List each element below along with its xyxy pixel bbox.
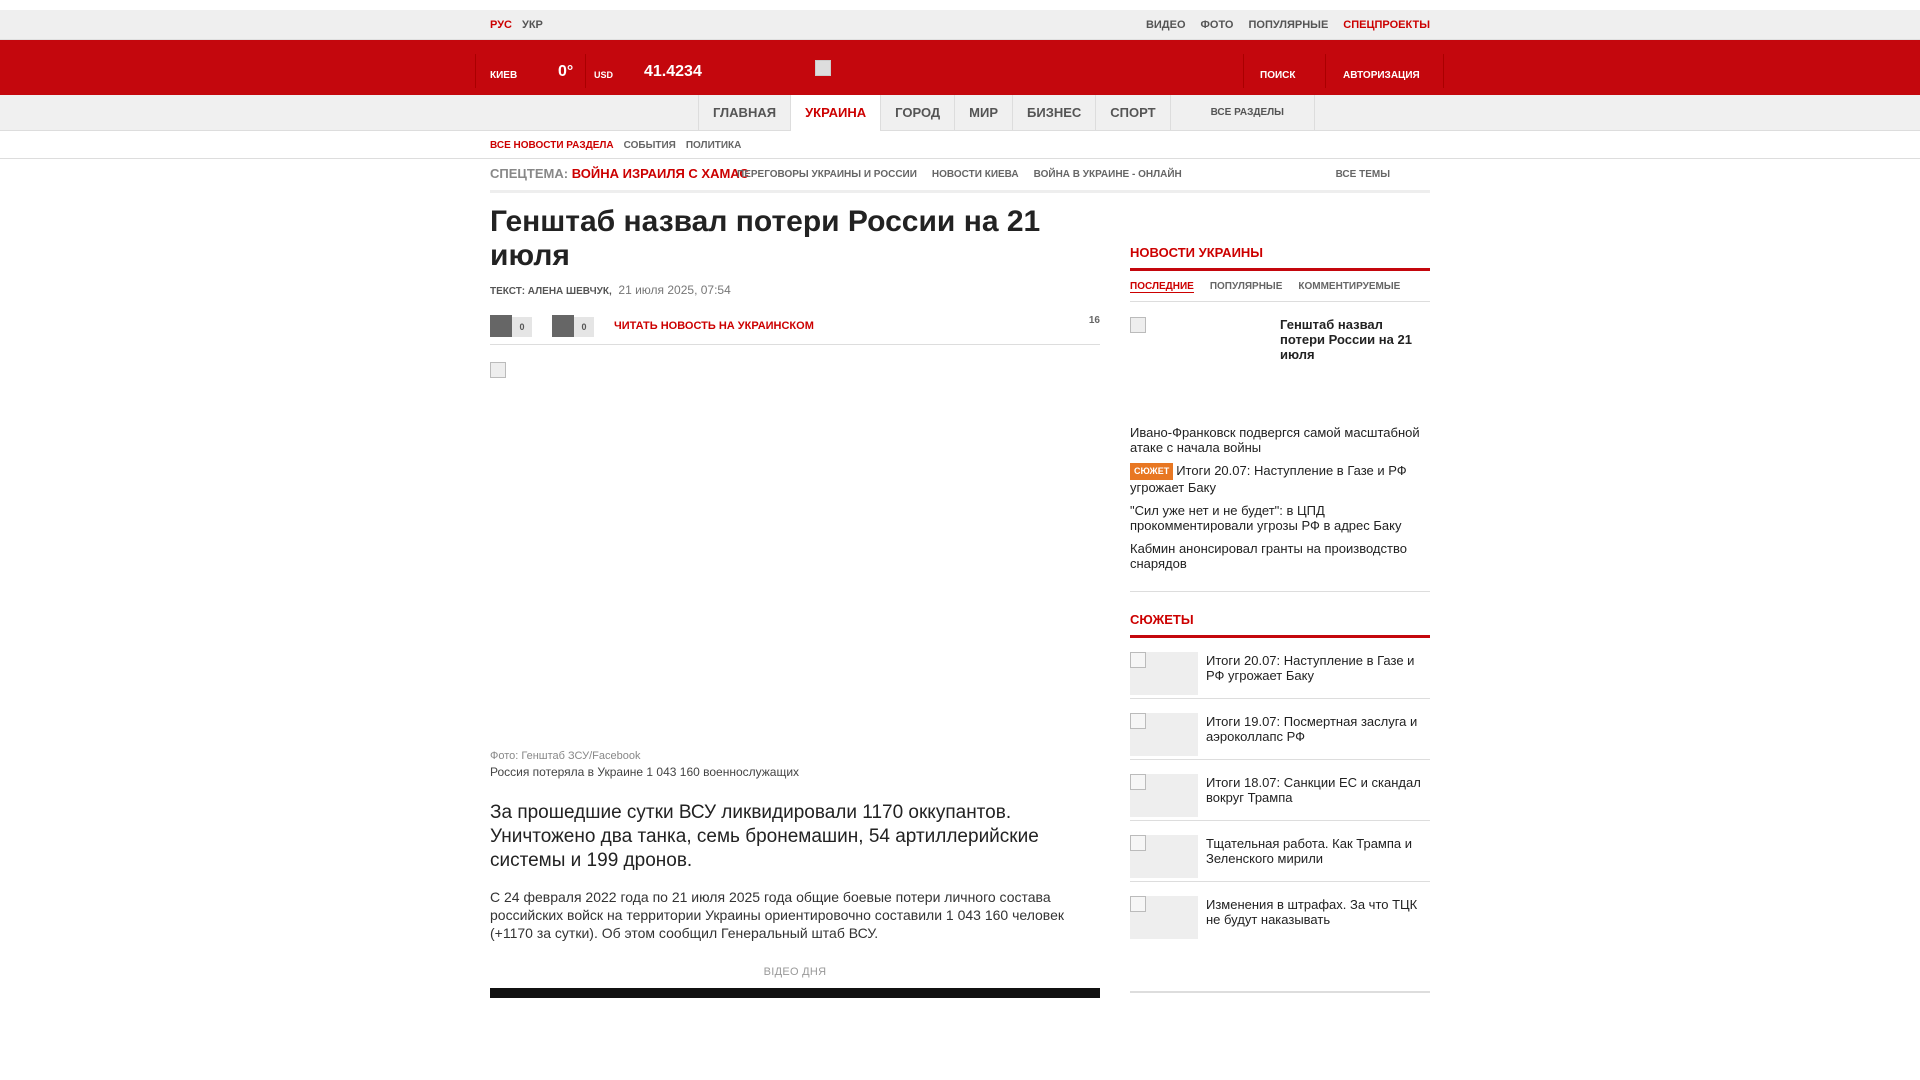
site-header (0, 40, 1920, 95)
topic-negotiations[interactable]: ПЕРЕГОВОРЫ УКРАИНЫ И РОССИИ (737, 169, 917, 180)
lang-ua-link[interactable]: УКР (522, 19, 543, 31)
story-thumbnail[interactable] (1130, 896, 1198, 939)
article-photo (490, 362, 1100, 746)
news-title[interactable]: Ивано-Франковск подвергся самой масштабной атаке с начала войны (1130, 425, 1420, 455)
tab-popular[interactable]: ПОПУЛЯРНЫЕ (1209, 281, 1283, 292)
broken-image-icon (1130, 774, 1146, 790)
header-divider (475, 54, 476, 88)
temperature: 0° (558, 63, 574, 80)
article-date: 21 июля 2025, 07:54 (618, 283, 731, 297)
header-divider (585, 54, 586, 88)
story-title[interactable]: Итоги 18.07: Санкции ЕС и скандал вокруг Трампа (1206, 775, 1421, 805)
views-count: 16 (1088, 315, 1100, 326)
story-title[interactable]: Тщательная работа. Как Трампа и Зеленского мирили (1206, 836, 1413, 866)
photo-link[interactable]: ФОТО (1200, 19, 1234, 31)
special-topic-label (490, 166, 749, 181)
story-thumbnail[interactable] (1130, 835, 1198, 878)
currency-rate: 41.4234 (644, 63, 702, 80)
list-item[interactable] (1130, 463, 1430, 495)
list-item[interactable] (1130, 503, 1430, 533)
article (490, 205, 1100, 998)
photo-caption: Россия потеряла в Украине 1 043 160 военнослужащих (490, 765, 800, 779)
story-title[interactable]: Итоги 20.07: Наступление в Газе и РФ угрожает Баку (1206, 653, 1415, 683)
broken-image-icon (1130, 652, 1146, 668)
divider (1130, 991, 1430, 993)
story-tag[interactable]: СЮЖЕТ (1130, 463, 1173, 480)
list-item[interactable] (1130, 425, 1430, 455)
subnav-events[interactable]: СОБЫТИЯ (623, 140, 676, 151)
read-in-ukrainian-link[interactable]: ЧИТАТЬ НОВОСТЬ НА УКРАИНСКОМ (614, 320, 814, 332)
nav-all-sections[interactable]: ВСЕ РАЗДЕЛЫ (1170, 95, 1315, 131)
site-logo[interactable] (815, 60, 831, 76)
lang-ru-link[interactable]: РУС (490, 19, 512, 31)
currency-label: USD (594, 70, 614, 80)
divider (1130, 591, 1430, 592)
share-count: 0 (574, 317, 594, 337)
nav-sport[interactable]: СПОРТ (1095, 95, 1169, 131)
video-of-day-label: ВІДЕО ДНЯ (763, 966, 827, 978)
special-topic-prefix: СПЕЦТЕМА: (490, 166, 569, 181)
nav-city[interactable]: ГОРОД (880, 95, 954, 131)
sidebar (1130, 245, 1430, 993)
news-heading[interactable]: НОВОСТИ УКРАИНЫ (1130, 245, 1430, 271)
broken-image-icon (1130, 835, 1146, 851)
story-item[interactable] (1130, 699, 1430, 760)
topic-war-online[interactable]: ВОЙНА В УКРАИНЕ - ОНЛАЙН (1033, 169, 1182, 180)
article-author[interactable]: ТЕКСТ: АЛЕНА ШЕВЧУК, (490, 286, 612, 297)
top-news-title[interactable]: Генштаб назвал потери России на 21 июля (1280, 317, 1412, 362)
story-thumbnail[interactable] (1130, 774, 1198, 817)
header-divider (1325, 54, 1326, 88)
photo-credit: Фото: Генштаб ЗСУ/Facebook (490, 750, 641, 762)
nav-ukraine[interactable]: УКРАИНА (790, 95, 880, 131)
tab-commented[interactable]: КОММЕНТИРУЕМЫЕ (1298, 281, 1401, 292)
article-meta (490, 283, 1100, 297)
popular-link[interactable]: ПОПУЛЯРНЫЕ (1248, 19, 1329, 31)
news-title[interactable]: Кабмин анонсировал гранты на производство снарядов (1130, 541, 1407, 571)
telegram-share-icon[interactable] (552, 315, 574, 337)
broken-image-icon (490, 362, 506, 378)
story-thumbnail[interactable] (1130, 652, 1198, 695)
subnav-politics[interactable]: ПОЛИТИКА (685, 140, 742, 151)
city-label[interactable]: КИЕВ (490, 70, 518, 81)
nav-world[interactable]: МИР (954, 95, 1012, 131)
video-link[interactable]: ВИДЕО (1145, 19, 1186, 31)
story-title[interactable]: Изменения в штрафах. За что ТЦК не будут наказывать (1206, 897, 1418, 927)
all-topics-link[interactable]: ВСЕ ТЕМЫ (1335, 169, 1390, 180)
story-item[interactable] (1130, 760, 1430, 821)
stories-heading[interactable]: СЮЖЕТЫ (1130, 612, 1430, 638)
broken-image-icon (1130, 713, 1146, 729)
subnav-all-news[interactable]: ВСЕ НОВОСТИ РАЗДЕЛА (490, 140, 614, 151)
topic-kyiv-news[interactable]: НОВОСТИ КИЕВА (931, 169, 1019, 180)
header-divider (1243, 54, 1244, 88)
header-divider (1443, 54, 1444, 88)
news-list (1130, 425, 1430, 571)
news-tabs (1130, 271, 1430, 302)
broken-image-icon (1130, 317, 1146, 333)
story-item[interactable] (1130, 821, 1430, 882)
story-thumbnail[interactable] (1130, 713, 1198, 756)
top-news-item[interactable] (1130, 317, 1430, 422)
share-bar (490, 315, 1100, 345)
special-projects-link[interactable]: СПЕЦПРОЕКТЫ (1343, 19, 1430, 31)
broken-image-icon (1130, 896, 1146, 912)
auth-link[interactable]: АВТОРИЗАЦИЯ (1343, 70, 1420, 81)
nav-business[interactable]: БИЗНЕС (1012, 95, 1095, 131)
article-lead: За прошедшие сутки ВСУ ликвидировали 1170 оккупантов. Уничтожено два танка, семь бронемашин, 54 артиллерийские системы и 199 дронов. (490, 802, 1039, 871)
top-links (1146, 19, 1430, 31)
main-nav (0, 95, 1920, 131)
news-title[interactable]: Итоги 20.07: Наступление в Газе и РФ угрожает Баку (1130, 463, 1407, 495)
special-topic-link[interactable]: ВОЙНА ИЗРАИЛЯ С ХАМАС (571, 166, 749, 181)
search-link[interactable]: ПОИСК (1260, 70, 1296, 81)
tab-latest[interactable]: ПОСЛЕДНИЕ (1130, 281, 1194, 292)
share-count: 0 (512, 317, 532, 337)
story-item[interactable] (1130, 638, 1430, 699)
article-title: Генштаб назвал потери России на 21 июля (490, 205, 1041, 272)
article-body: С 24 февраля 2022 года по 21 июля 2025 года общие боевые потери личного состава российских войск на территории Украины ориентировочно составили 1 043 160 человек (+1170 за сутки). Об этом сообщил Генеральный штаб ВСУ. (490, 889, 1064, 941)
special-topics (490, 159, 1430, 193)
story-item[interactable] (1130, 882, 1430, 943)
list-item[interactable] (1130, 541, 1430, 571)
story-title[interactable]: Итоги 19.07: Посмертная заслуга и аэроколлапс РФ (1206, 714, 1418, 744)
sub-nav (0, 131, 1920, 159)
video-player[interactable] (490, 988, 1100, 998)
facebook-share-icon[interactable] (490, 315, 512, 337)
news-title[interactable]: "Сил уже нет и не будет": в ЦПД прокомментировали угрозы РФ в адрес Баку (1130, 503, 1402, 533)
nav-home[interactable]: ГЛАВНАЯ (698, 95, 790, 131)
top-bar (0, 10, 1920, 40)
